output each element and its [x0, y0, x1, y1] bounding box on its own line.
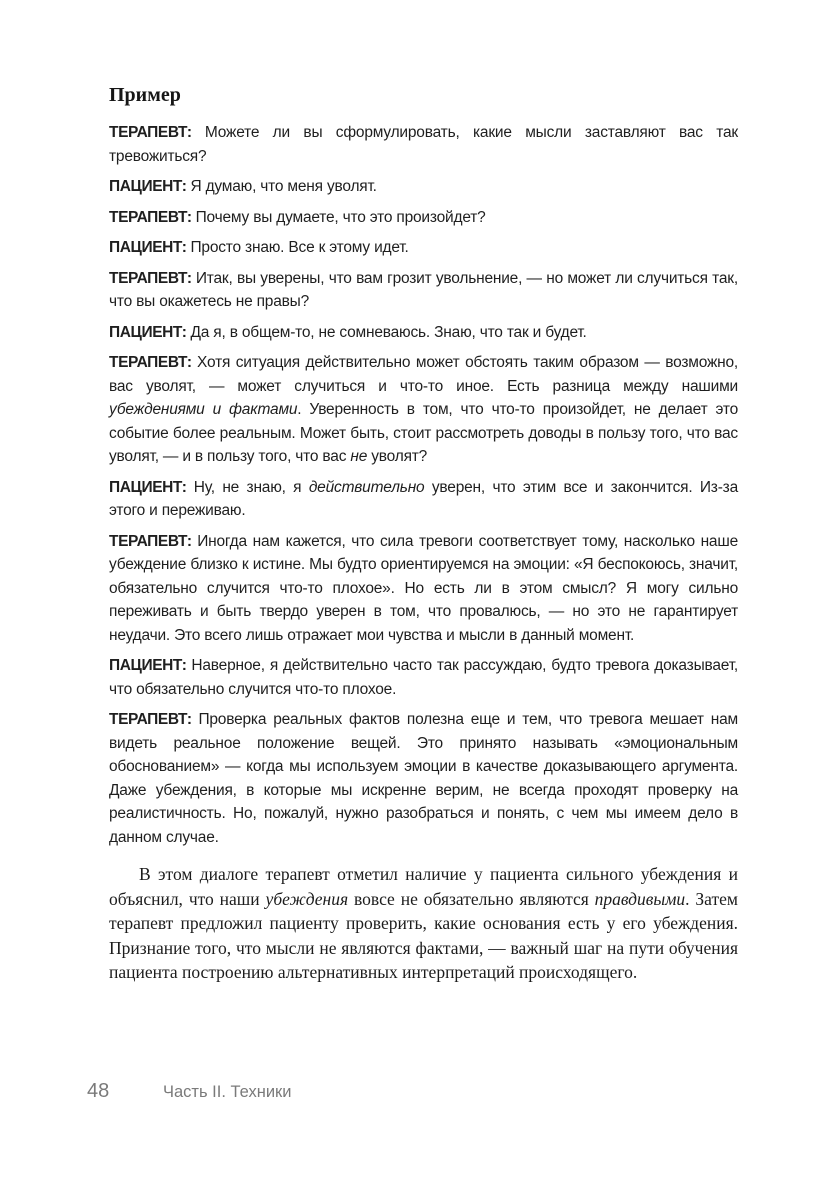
dialogue-paragraph — [109, 121, 738, 168]
speaker-label: ТЕРАПЕВТ: — [109, 354, 198, 371]
dialogue-paragraph — [109, 476, 738, 523]
dialogue-text: уверен, что этим все и закончится. Из-за этого и переживаю. — [109, 478, 739, 519]
dialogue-text: Я думаю, что меня уволят. — [190, 178, 377, 195]
speaker-label: ТЕРАПЕВТ: — [109, 269, 196, 287]
page-content — [109, 82, 738, 985]
dialogue-paragraph — [109, 708, 738, 849]
closing-text: вовсе не обязательно являются — [348, 888, 595, 909]
speaker-label: ТЕРАПЕВТ: — [109, 711, 199, 728]
speaker-label: ТЕРАПЕВТ: — [109, 532, 198, 550]
dialogue-emphasis: действительно — [308, 478, 425, 496]
speaker-label: ТЕРАПЕВТ: — [109, 124, 205, 141]
dialogue-text: Наверное, я действительно часто так рассуждаю, будто тревога доказывает, что обязательно случится что-то плохое. — [109, 657, 739, 698]
speaker-label: ТЕРАПЕВТ: — [109, 208, 196, 226]
running-title: Часть II. Техники — [163, 1083, 292, 1101]
speaker-label: ПАЦИЕНТ: — [109, 323, 191, 341]
closing-emphasis: правдивыми — [594, 888, 686, 909]
closing-text: . Затем терапевт предложил пациенту проверить, какие основания есть у его убеждения. Признание того, что мысли не являются фактами, — важный шаг на пути обучения пациента построению альтернативных интерпретаций происходящего. — [109, 888, 738, 982]
closing-text: В этом диалоге терапевт отметил наличие у пациента сильного убеждения и объяснил, что наши — [109, 864, 738, 909]
dialogue-paragraph — [109, 654, 738, 701]
dialogue-text: Проверка реальных фактов полезна еще и тем, что тревога мешает нам видеть реальное положение вещей. Это принято называть «эмоциональным обоснованием» — когда мы используем эмоции в качестве доказывающего аргумента. Даже убеждения, в которые мы искренне верим, не всегда проходят проверку на реалистичность. Но, пожалуй, нужно разобраться и понять, с чем мы имеем дело в данном случае. — [109, 711, 738, 846]
dialogue-text: уволят? — [367, 448, 428, 465]
closing-emphasis: убеждения — [265, 888, 349, 909]
dialogue-text: Почему вы думаете, что это произойдет? — [195, 208, 486, 226]
dialogue-text: Иногда нам кажется, что сила тревоги соответствует тому, насколько наше убеждение близко к истине. Мы будто ориентируемся на эмоции: «Я беспокоюсь, значит, обязательно случится что-то плохое». Но есть ли в этом смысл? Я могу сильно переживать и быть твердо уверен в том, что провалюсь, — но это не гарантирует неудачи. Это всего лишь отражает мои чувства и мысли в данный момент. — [109, 532, 738, 644]
dialogue-paragraph — [109, 267, 738, 314]
dialogue-paragraph — [109, 351, 738, 469]
page-footer — [0, 1080, 817, 1110]
dialogue-emphasis: не — [350, 448, 368, 465]
page-number: 48 — [87, 1080, 110, 1102]
dialogue-text: Просто знаю. Все к этому идет. — [190, 239, 409, 256]
closing-paragraph — [109, 862, 738, 985]
dialogue-text: Да я, в общем-то, не сомневаюсь. Знаю, что так и будет. — [190, 323, 587, 341]
speaker-label: ПАЦИЕНТ: — [109, 657, 192, 674]
speaker-label: ПАЦИЕНТ: — [109, 178, 191, 195]
dialogue-paragraph — [109, 236, 738, 260]
dialogue — [109, 121, 738, 849]
section-heading: Пример — [109, 84, 181, 106]
speaker-label: ПАЦИЕНТ: — [109, 478, 194, 496]
dialogue-text: Ну, не знаю, я — [193, 478, 309, 496]
dialogue-paragraph — [109, 321, 738, 345]
dialogue-paragraph — [109, 175, 738, 199]
dialogue-paragraph — [109, 206, 738, 230]
dialogue-paragraph — [109, 530, 738, 648]
dialogue-text: . Уверенность в том, что что-то произойдет, не делает это событие более реальным. Может быть, стоит рассмотреть доводы в пользу того, что вас уволят, — и в пользу того, что вас — [109, 401, 738, 465]
dialogue-text: Хотя ситуация действительно может обстоять таким образом — возможно, вас уволят, — может случиться и что-то иное. Есть разница между нашими — [109, 354, 738, 395]
dialogue-text: Итак, вы уверены, что вам грозит увольнение, — но может ли случиться так, что вы окажетесь не правы? — [109, 269, 738, 310]
dialogue-emphasis: убеждениями и фактами — [109, 401, 298, 418]
dialogue-text: Можете ли вы сформулировать, какие мысли заставляют вас так тревожиться? — [109, 124, 738, 165]
speaker-label: ПАЦИЕНТ: — [109, 239, 191, 256]
